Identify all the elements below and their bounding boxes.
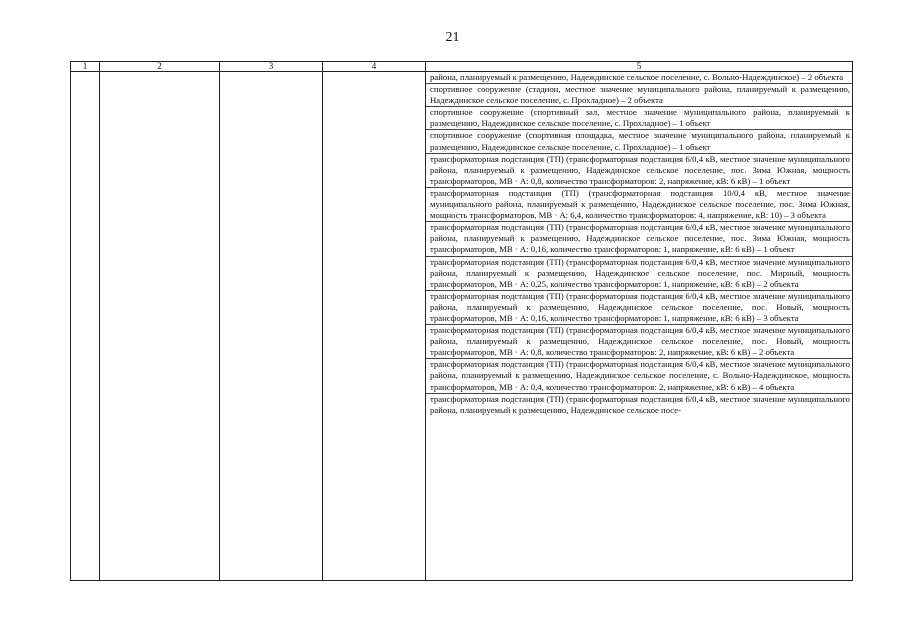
object-entry: спортивное сооружение (спортивный зал, местное значение муниципального района, планируемый к размещению, Надеждинское сельское поселение, с. Прохладное) – 1 объект: [426, 107, 852, 130]
column-header-5: 5: [426, 62, 853, 72]
table-body-row: [71, 72, 853, 581]
object-entry: трансформаторная подстанция (ТП) (трансформаторная подстанция 6/0,4 кВ, местное значение муниципального района, планируемый к размещению, Надеждинское сельское поселение, пос. Зима Южная, мощность трансформаторов, МВ · А: 0,16, количество трансформаторов: 1, напряжение, кВ: 6 кВ) – 1 объект: [426, 222, 852, 256]
column-header-4: 4: [323, 62, 426, 72]
column-1-cell: [71, 72, 100, 581]
column-3-cell: [220, 72, 323, 581]
column-header-1: 1: [71, 62, 100, 72]
table-header-row: [71, 62, 853, 72]
object-entry: трансформаторная подстанция (ТП) (трансформаторная подстанция 6/0,4 кВ, местное значение муниципального района, планируемый к размещению, Надеждинское сельское поселение, пос. Новый, мощность трансформаторов, МВ · А: 0,16, количество трансформаторов: 1, напряжение, кВ: 6 кВ) – 3 объекта: [426, 291, 852, 325]
object-entry: трансформаторная подстанция (ТП) (трансформаторная подстанция 6/0,4 кВ, местное значение муниципального района, планируемый к размещению, Надеждинское сельское поселение, пос. Мирный, мощность трансформаторов, МВ · А: 0,25, количество трансформаторов: 1, напряжение, кВ: 6 кВ) – 2 объекта: [426, 257, 852, 291]
object-entry: трансформаторная подстанция (ТП) (трансформаторная подстанция 6/0,4 кВ, местное значение муниципального района, планируемый к размещению, Надеждинское сельское посе-: [430, 393, 850, 415]
column-2-cell: [100, 72, 220, 581]
object-entry: спортивное сооружение (спортивная площадка, местное значение муниципального района, планируемый к размещению, Надеждинское сельское поселение, с. Прохладное) – 1 объект: [426, 130, 852, 153]
column-4-cell: [323, 72, 426, 581]
column-header-3: 3: [220, 62, 323, 72]
object-entry: спортивное сооружение (стадион, местное значение муниципального района, планируемый к размещению, Надеждинское сельское поселение, с. Прохладное) – 2 объекта: [426, 84, 852, 107]
object-entry: района, планируемый к размещению, Надеждинское сельское поселение, с. Вольно-Надеждинское) – 2 объекта: [426, 72, 852, 84]
column-5-cell: [426, 72, 853, 581]
object-entry: трансформаторная подстанция (ТП) (трансформаторная подстанция 6/0,4 кВ, местное значение муниципального района, планируемый к размещению, Надеждинское сельское поселение, пос. Зима Южная, мощность трансформаторов, МВ · А: 0,8, количество трансформаторов: 2, напряжение, кВ: 6 кВ) – 1 объект: [426, 154, 852, 188]
object-entry: трансформаторная подстанция (ТП) (трансформаторная подстанция 6/0,4 кВ, местное значение муниципального района, планируемый к размещению, Надеждинское сельское поселение, с. Вольно-Надеждинское, мощность трансформаторов, МВ · А: 0,4, количество трансформаторов: 2, напряжение, кВ: 6 кВ) – 4 объекта: [426, 359, 852, 393]
planning-table: [70, 61, 853, 581]
page-number: 21: [445, 30, 460, 45]
object-entry: трансформаторная подстанция (ТП) (трансформаторная подстанция 6/0,4 кВ, местное значение муниципального района, планируемый к размещению, Надеждинское сельское поселение, пос. Новый, мощность трансформаторов, МВ · А: 0,8, количество трансформаторов: 2, напряжение, кВ: 6 кВ) – 2 объекта: [426, 325, 852, 359]
column-header-2: 2: [100, 62, 220, 72]
object-entry: трансформаторная подстанция (ТП) (трансформаторная подстанция 10/0,4 кВ, местное значение муниципального района, планируемый к размещению, Надеждинское сельское поселение, пос. Зима Южная, мощность трансформаторов, МВ · А: 6,4, количество трансформаторов: 4, напряжение, кВ: 10) – 3 объекта: [426, 188, 852, 222]
